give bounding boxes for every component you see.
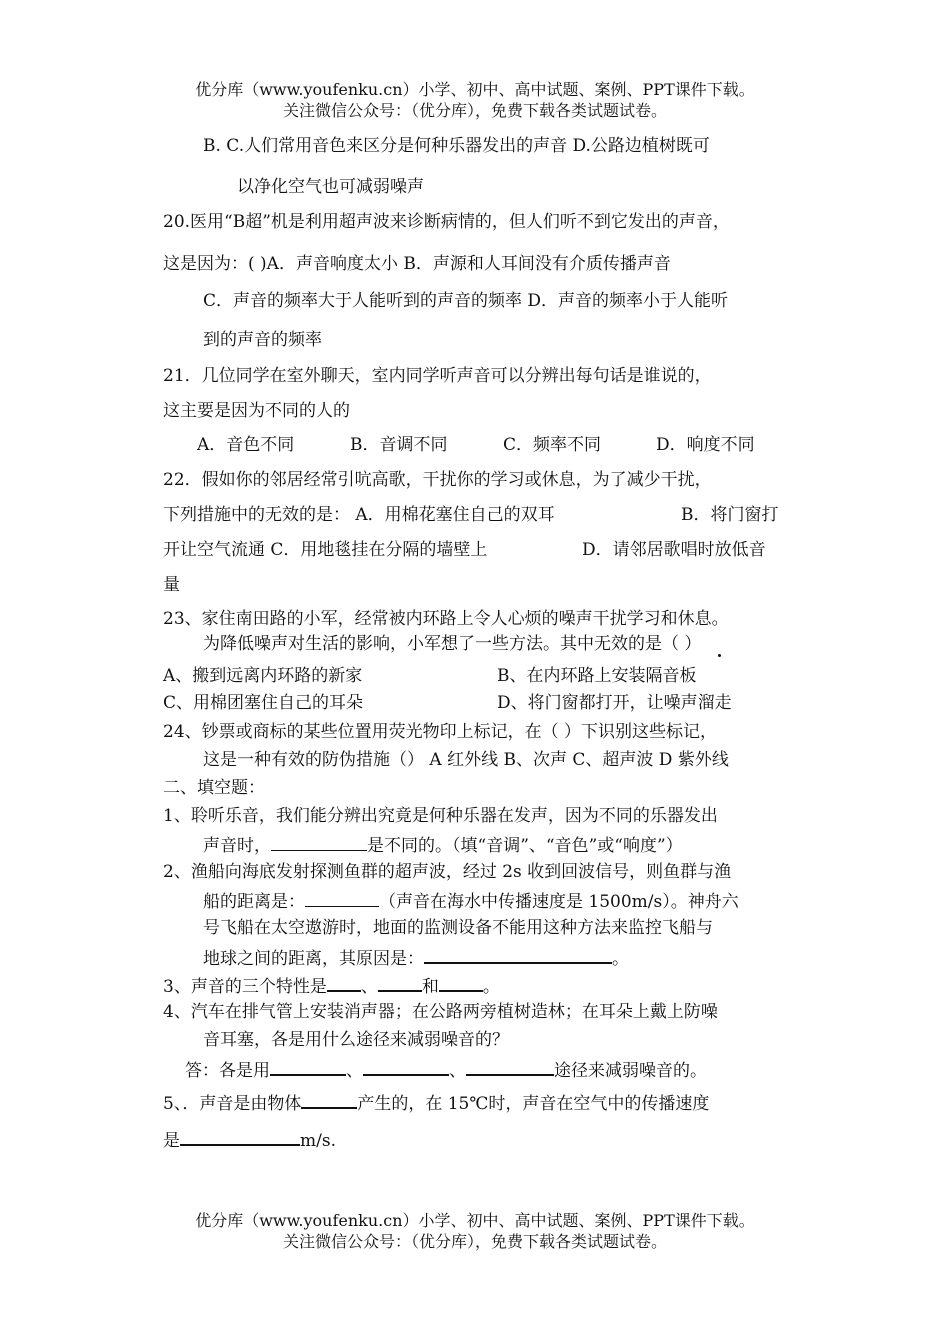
f2-distance-blank[interactable] bbox=[305, 888, 379, 907]
f4-blank-1[interactable] bbox=[270, 1056, 346, 1076]
f4-answer-line bbox=[185, 1056, 707, 1083]
f2-line-3: 号飞船在太空遨游时，地面的监测设备不能用这种方法来监控飞船与 bbox=[203, 918, 713, 938]
footer-line-1: 优分库（www.youfenku.cn）小学、初中、高中试题、案例、PPT课件下载。 bbox=[195, 1211, 755, 1230]
f5-line-2 bbox=[163, 1126, 336, 1153]
q21-option-a: A．音色不同 bbox=[197, 435, 295, 455]
q20-line-2: 这是因为：( )A．声音响度太小 B．声源和人耳间没有介质传播声音 bbox=[163, 254, 671, 274]
q22-line-3-right: D．请邻居歌唱时放低音 bbox=[582, 540, 766, 560]
q21-line-1: 21．几位同学在室外聊天，室内同学听声音可以分辨出每句话是谁说的， bbox=[163, 366, 712, 386]
q22-line-2-right: B．将门窗打 bbox=[681, 505, 779, 525]
f3-text-c: 和 bbox=[421, 977, 439, 997]
f5-text-a: 5、．声音是由物体 bbox=[163, 1094, 302, 1114]
header-line-1: 优分库（www.youfenku.cn）小学、初中、高中试题、案例、PPT课件下载。 bbox=[195, 80, 755, 99]
q19-options-line-2: 以净化空气也可减弱噪声 bbox=[237, 177, 424, 197]
f5-line-1 bbox=[163, 1089, 709, 1116]
f5-text-d: m/s. bbox=[300, 1131, 336, 1151]
f5-text-c: 是 bbox=[163, 1131, 180, 1151]
q19-options-line-1: B. C.人们常用音色来区分是何种乐器发出的声音 D.公路边植树既可 bbox=[203, 136, 710, 156]
f2-line-1: 2、渔船向海底发射探测鱼群的超声波，经过 2s 收到回波信号，则鱼群与渔 bbox=[163, 862, 732, 882]
q22-line-2-left: 下列措施中的无效的是： A．用棉花塞住自己的双耳 bbox=[163, 505, 555, 525]
q24-line-1: 24、钞票或商标的某些位置用荧光物印上标记，在（ ）下识别这些标记， bbox=[163, 722, 718, 742]
q23-option-c: C、用棉团塞住自己的耳朵 bbox=[163, 693, 364, 713]
section-title: 二、填空题： bbox=[163, 778, 265, 798]
f3-blank-3[interactable] bbox=[439, 972, 483, 992]
q21-line-2: 这主要是因为不同的人的 bbox=[163, 401, 350, 421]
f3-text-d: 。 bbox=[482, 977, 500, 997]
f2-text-c: 地球之间的距离，其原因是： bbox=[203, 949, 424, 969]
footer-line-2: 关注微信公众号：（优分库），免费下载各类试题试卷。 bbox=[282, 1232, 667, 1251]
q23-option-a: A、搬到远离内环路的新家 bbox=[163, 666, 363, 686]
emphasis-dot bbox=[718, 654, 721, 657]
q24-line-2: 这是一种有效的防伪措施（） A 红外线 B、次声 C、超声波 D 紫外线 bbox=[203, 750, 729, 770]
f5-text-b: 产生的，在 15℃时，声音在空气中的传播速度 bbox=[357, 1094, 710, 1114]
header-line-2: 关注微信公众号：（优分库），免费下载各类试题试卷。 bbox=[282, 101, 667, 120]
q22-line-3-left: 开让空气流通 C．用地毯挂在分隔的墙壁上 bbox=[163, 540, 488, 560]
f5-speed-blank[interactable] bbox=[180, 1126, 300, 1146]
f2-text-b: （声音在海水中传播速度是 1500m/s）。神舟六 bbox=[379, 892, 739, 912]
f3-text-a: 3、声音的三个特性是 bbox=[163, 977, 327, 997]
f3-text-b: 、 bbox=[360, 977, 378, 997]
f2-text-d: 。 bbox=[612, 949, 629, 969]
f4-text-b: 、 bbox=[346, 1061, 363, 1081]
q21-option-d: D．响度不同 bbox=[656, 435, 755, 455]
f2-line-2 bbox=[203, 888, 739, 914]
q21-option-c: C．频率不同 bbox=[503, 435, 602, 455]
f1-text-a: 声音时， bbox=[203, 836, 271, 856]
f3-blank-2[interactable] bbox=[378, 972, 422, 992]
f5-blank-1[interactable] bbox=[301, 1089, 357, 1109]
f4-blank-2[interactable] bbox=[363, 1056, 449, 1076]
f1-line-2 bbox=[203, 832, 683, 858]
f4-line-1: 4、汽车在排气管上安装消声器；在公路两旁植树造林；在耳朵上戴上防噪 bbox=[163, 1002, 718, 1022]
f1-answer-blank[interactable] bbox=[271, 832, 367, 851]
f2-line-4 bbox=[203, 944, 629, 971]
q20-line-1: 20.医用“B超”机是利用超声波来诊断病情的，但人们听不到它发出的声音， bbox=[163, 212, 730, 232]
f3-blank-1[interactable] bbox=[327, 972, 361, 992]
q22-line-4: 量 bbox=[163, 575, 180, 595]
f3-line bbox=[163, 972, 500, 999]
f1-text-b: 是不同的。（填“音调”、“音色”或“响度”） bbox=[367, 836, 683, 856]
q20-line-3: C．声音的频率大于人能听到的声音的频率 D．声音的频率小于人能听 bbox=[203, 291, 729, 311]
f2-text-a: 船的距离是： bbox=[203, 892, 305, 912]
q23-option-b: B、在内环路上安装隔音板 bbox=[497, 666, 697, 686]
q21-option-b: B．音调不同 bbox=[350, 435, 448, 455]
f4-line-2: 音耳塞，各是用什么途径来减弱噪音的？ bbox=[203, 1030, 509, 1050]
f4-text-a: 答：各是用 bbox=[185, 1061, 270, 1081]
f4-text-d: 途径来减弱噪音的。 bbox=[554, 1061, 707, 1081]
q23-option-d: D、将门窗都打开，让噪声溜走 bbox=[497, 693, 732, 713]
q23-line-2: 为降低噪声对生活的影响，小军想了一些方法。其中无效的是（ ） bbox=[203, 634, 702, 654]
q20-line-4: 到的声音的频率 bbox=[203, 330, 322, 350]
f2-reason-blank[interactable] bbox=[424, 944, 612, 964]
f1-line-1: 1、聆听乐音，我们能分辨出究竟是何种乐器在发声，因为不同的乐器发出 bbox=[163, 806, 718, 826]
f4-blank-3[interactable] bbox=[466, 1056, 554, 1076]
f4-text-c: 、 bbox=[449, 1061, 466, 1081]
q22-line-1: 22．假如你的邻居经常引吭高歌，干扰你的学习或休息，为了减少干扰， bbox=[163, 470, 712, 490]
q23-line-1: 23、家住南田路的小军，经常被内环路上令人心烦的噪声干扰学习和休息。 bbox=[163, 609, 729, 629]
